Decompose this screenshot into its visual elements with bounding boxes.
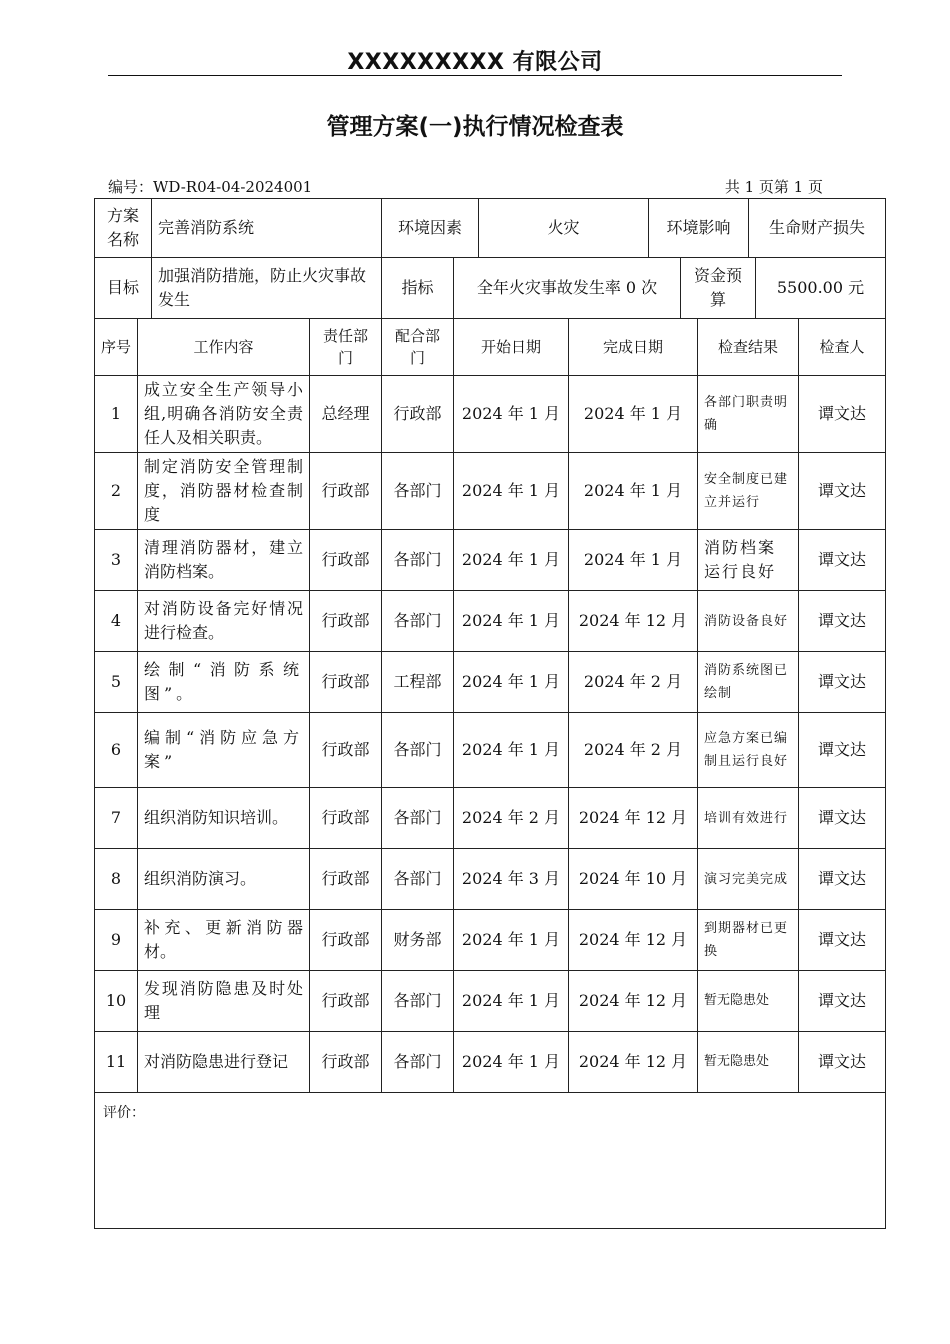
row-no: 4 [95, 591, 138, 652]
row-content: 补充、更新消防器材。 [138, 910, 310, 971]
row-result: 培训有效进行 [698, 788, 799, 849]
row-no: 9 [95, 910, 138, 971]
row-checker: 谭文达 [799, 652, 886, 713]
index-value: 全年火灾事故发生率 0 次 [454, 258, 681, 319]
row-end: 2024 年 1 月 [569, 376, 698, 453]
row-no: 2 [95, 453, 138, 530]
row-result: 演习完美完成 [698, 849, 799, 910]
row-coop: 行政部 [382, 376, 454, 453]
row-coop: 各部门 [382, 788, 454, 849]
row-start: 2024 年 1 月 [454, 910, 569, 971]
row-result: 安全制度已建立并运行 [698, 453, 799, 530]
row-resp: 行政部 [310, 453, 382, 530]
row-start: 2024 年 1 月 [454, 453, 569, 530]
evaluation-label: 评价： [103, 1105, 145, 1121]
table-row [95, 849, 886, 910]
row-end: 2024 年 1 月 [569, 530, 698, 591]
row-result: 消防档案运行良好 [698, 530, 799, 591]
row-content: 组织消防知识培训。 [138, 788, 310, 849]
env-factor-label: 环境因素 [382, 199, 479, 258]
table-row [95, 530, 886, 591]
col-header-resp: 责任部门 [310, 319, 382, 376]
row-coop: 各部门 [382, 713, 454, 788]
col-header-start: 开始日期 [454, 319, 569, 376]
col-header-coop: 配合部门 [382, 319, 454, 376]
row-checker: 谭文达 [799, 788, 886, 849]
row-coop: 各部门 [382, 1032, 454, 1093]
row-resp: 行政部 [310, 910, 382, 971]
row-start: 2024 年 2 月 [454, 788, 569, 849]
goal-label: 目标 [95, 258, 152, 319]
table-row [95, 376, 886, 453]
row-content: 制定消防安全管理制度，消防器材检查制度 [138, 453, 310, 530]
row-start: 2024 年 1 月 [454, 713, 569, 788]
table-row [95, 971, 886, 1032]
row-no: 11 [95, 1032, 138, 1093]
env-impact-label: 环境影响 [649, 199, 749, 258]
row-checker: 谭文达 [799, 453, 886, 530]
row-resp: 行政部 [310, 713, 382, 788]
row-result: 消防系统图已绘制 [698, 652, 799, 713]
row-coop: 财务部 [382, 910, 454, 971]
row-start: 2024 年 3 月 [454, 849, 569, 910]
row-resp: 总经理 [310, 376, 382, 453]
env-impact-value: 生命财产损失 [749, 199, 886, 258]
row-checker: 谭文达 [799, 713, 886, 788]
row-end: 2024 年 2 月 [569, 652, 698, 713]
plan-goal-table [94, 257, 886, 319]
env-factor-value: 火灾 [479, 199, 649, 258]
row-end: 2024 年 1 月 [569, 453, 698, 530]
row-no: 5 [95, 652, 138, 713]
row-no: 6 [95, 713, 138, 788]
row-content: 对消防设备完好情况进行检查。 [138, 591, 310, 652]
table-row [95, 713, 886, 788]
row-end: 2024 年 12 月 [569, 1032, 698, 1093]
row-content: 清理消防器材，建立消防档案。 [138, 530, 310, 591]
table-row [95, 652, 886, 713]
row-start: 2024 年 1 月 [454, 376, 569, 453]
document-title: 管理方案(一)执行情况检查表 [326, 114, 624, 140]
row-content: 成立安全生产领导小组,明确各消防安全责任人及相关职责。 [138, 376, 310, 453]
goal-value: 加强消防措施，防止火灾事故发生 [152, 258, 382, 319]
row-content: 绘制“消防系统图”。 [138, 652, 310, 713]
row-content: 编制“消防应急方案” [138, 713, 310, 788]
row-start: 2024 年 1 月 [454, 971, 569, 1032]
row-start: 2024 年 1 月 [454, 652, 569, 713]
row-resp: 行政部 [310, 1032, 382, 1093]
table-row [95, 453, 886, 530]
row-result: 各部门职责明确 [698, 376, 799, 453]
row-coop: 工程部 [382, 652, 454, 713]
company-name: XXXXXXXXX 有限公司 [347, 50, 603, 75]
row-start: 2024 年 1 月 [454, 1032, 569, 1093]
row-content: 对消防隐患进行登记 [138, 1032, 310, 1093]
row-coop: 各部门 [382, 530, 454, 591]
row-end: 2024 年 12 月 [569, 788, 698, 849]
row-end: 2024 年 12 月 [569, 591, 698, 652]
row-result: 暂无隐患处 [698, 971, 799, 1032]
task-table-header [95, 319, 886, 376]
row-resp: 行政部 [310, 652, 382, 713]
row-checker: 谭文达 [799, 971, 886, 1032]
col-header-no: 序号 [95, 319, 138, 376]
col-header-end: 完成日期 [569, 319, 698, 376]
row-coop: 各部门 [382, 849, 454, 910]
row-no: 1 [95, 376, 138, 453]
row-coop: 各部门 [382, 453, 454, 530]
row-content: 组织消防演习。 [138, 849, 310, 910]
row-checker: 谭文达 [799, 1032, 886, 1093]
row-end: 2024 年 12 月 [569, 910, 698, 971]
row-result: 到期器材已更换 [698, 910, 799, 971]
budget-value: 5500.00 元 [756, 258, 886, 319]
row-checker: 谭文达 [799, 376, 886, 453]
row-start: 2024 年 1 月 [454, 591, 569, 652]
budget-label: 资金预算 [681, 258, 756, 319]
row-start: 2024 年 1 月 [454, 530, 569, 591]
row-no: 7 [95, 788, 138, 849]
page-count: 共 1 页第 1 页 [724, 178, 823, 196]
row-no: 3 [95, 530, 138, 591]
row-result: 应急方案已编制且运行良好 [698, 713, 799, 788]
row-checker: 谭文达 [799, 591, 886, 652]
row-checker: 谭文达 [799, 910, 886, 971]
row-resp: 行政部 [310, 788, 382, 849]
row-checker: 谭文达 [799, 849, 886, 910]
task-table [94, 318, 886, 1229]
row-end: 2024 年 10 月 [569, 849, 698, 910]
col-header-content: 工作内容 [138, 319, 310, 376]
col-header-checker: 检查人 [799, 319, 886, 376]
table-row [95, 788, 886, 849]
row-no: 8 [95, 849, 138, 910]
table-row [95, 591, 886, 652]
header-rule [108, 75, 842, 76]
table-row [95, 1032, 886, 1093]
row-checker: 谭文达 [799, 530, 886, 591]
row-resp: 行政部 [310, 849, 382, 910]
evaluation-row [95, 1093, 886, 1229]
index-label: 指标 [382, 258, 454, 319]
row-end: 2024 年 12 月 [569, 971, 698, 1032]
evaluation-field[interactable] [95, 1093, 886, 1229]
table-row [95, 910, 886, 971]
row-resp: 行政部 [310, 530, 382, 591]
document-code: 编号：WD-R04-04-2024001 [108, 178, 313, 196]
row-end: 2024 年 2 月 [569, 713, 698, 788]
row-result: 暂无隐患处 [698, 1032, 799, 1093]
row-no: 10 [95, 971, 138, 1032]
plan-name-value: 完善消防系统 [152, 199, 382, 258]
col-header-result: 检查结果 [698, 319, 799, 376]
row-resp: 行政部 [310, 971, 382, 1032]
plan-name-label: 方案名称 [95, 199, 152, 258]
row-content: 发现消防隐患及时处理 [138, 971, 310, 1032]
row-result: 消防设备良好 [698, 591, 799, 652]
row-coop: 各部门 [382, 591, 454, 652]
row-resp: 行政部 [310, 591, 382, 652]
plan-info-table [94, 198, 886, 258]
row-coop: 各部门 [382, 971, 454, 1032]
